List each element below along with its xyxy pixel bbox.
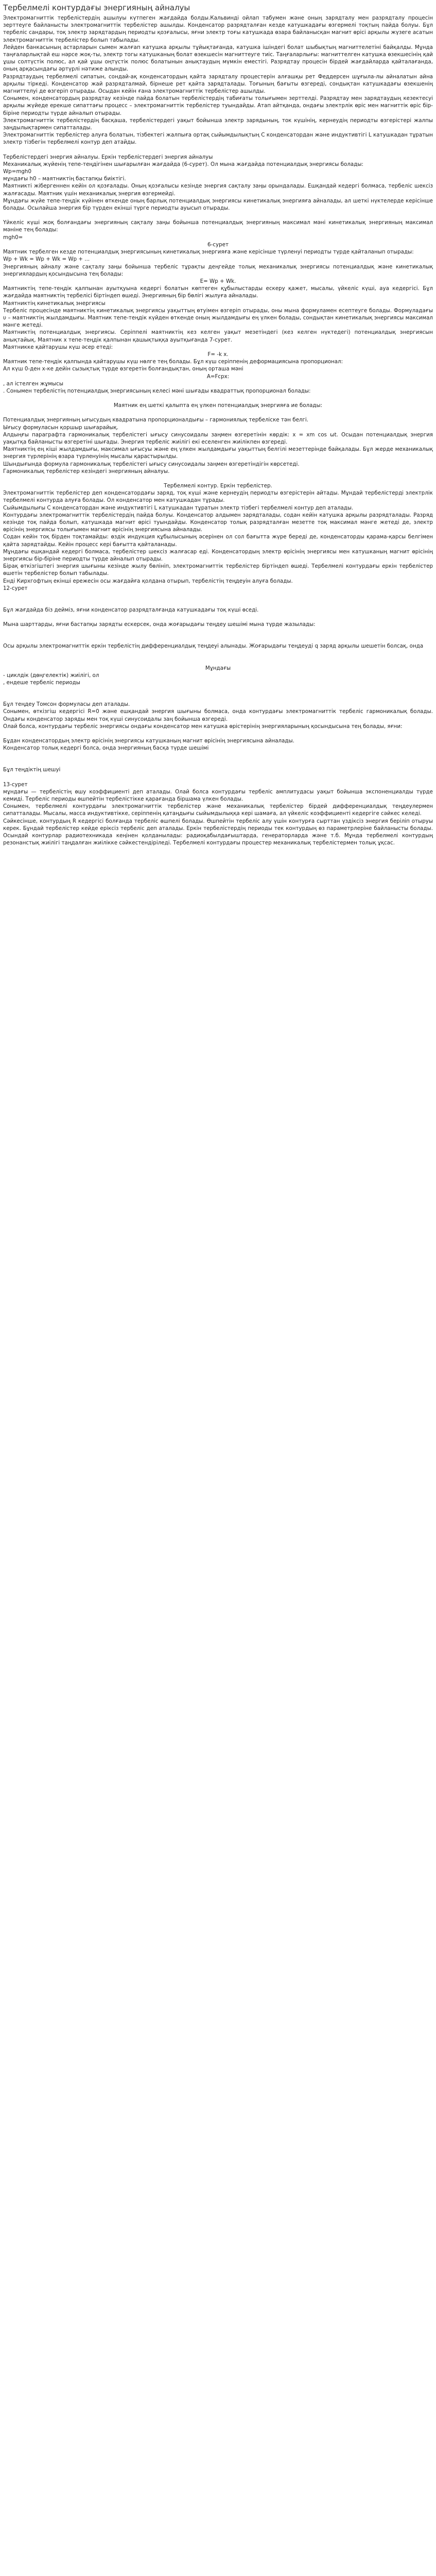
paragraph: 12-сурет (3, 585, 28, 591)
paragraph: Электромагниттік тербелістер алуға болатын, тізбектегі жалпыға ортақ сыйымдылықтың С конденсатордан және индуктивтігі L катушкадан тұратын электр тізбегін тербелмелі контур деп атайды. (3, 132, 433, 146)
paragraph: Бұл теңдіктің шешуі (3, 767, 61, 773)
paragraph: Мына шарттарды, яғни бастапқы зарядты ескерсек, онда жоғарыдағы теңдеу шешімі мына түрде жазылады: (3, 621, 316, 628)
paragraph: Осы арқылы электромагниттік еркін тербелістің дифференциалдық теңдеуі алынады. Жоғарыдағы теңдеуді q заряд арқылы шешетін болсақ, онда (3, 643, 424, 650)
paragraph: E= Wp + Wk. (200, 278, 236, 284)
document-body (3, 14, 433, 847)
paragraph: Wp + Wk = Wp + Wk = Wp + ... (3, 256, 90, 263)
paragraph: Сәйкесінше, контурдың R кедергісі болғанда тербеліс өшпелі болады. Өшпейтін тербеліс алу үшін контурға сырттан үздіксіз энергия беріліп отыруы керек. Бұндай тербелістер кейде еріксіз тербеліс деп аталады. Еркін тербелістердің периоды тек контурдың өз параметрлеріне байланысты болады. Осындай контурлар радиотехникада кеңінен қолданылады: радиоқабылдағыштарда, генераторларда және т.б. Мұнда тербелмелі контурдың резонанстық жиілігі таңдалған жиілікке сәйкестендіріледі. Тербелмелі контурдағы процестер механикалық тербелістермен толық ұқсас. (3, 818, 433, 846)
paragraph: Сонымен, тербелмелі контурдағы электромагниттік тербелістер және механикалық тербелістер бірдей дифференциалдық теңдеулермен сипатталады. Мысалы, масса индуктивтікке, серіппенің қатаңдығы сыйымдылыққа кері шамаға, ал үйкеліс коэффициенті кедергіге сәйкес келеді. (3, 803, 433, 817)
paragraph: Маятниктің тепе-теңдік қалпынан ауытқуына кедергі болатын көптеген құбылыстарды ескеру қажет, мысалы, үйкеліс күші, ауа кедергісі. Бұл жағдайда маятниктің тербелісі біртіндеп өшеді. Энергияның бір бөлігі жылуға айналады. (3, 285, 433, 299)
paragraph: Мұндағы жүйе тепе-теңдік күйінен өткенде оның барлық потенциалдық энергиясы кинетикалық энергияға айналады, ал шеткі нүктелерде керісінше болады. Осылайша энергия бір түрден екінші түрге периодты ауысып отырады. (3, 197, 433, 212)
paragraph: Разрядтаудың тербелмелі сипатын, сондай-ақ конденсатордың қайта зарядталу процестерін алғашқы рет Феддерсен шұғыла-лы айналатын айна арқылы тіркеді. Конденсатор жай разрядталмай, бірнеше рет қайта зарядталады. Тоғының бағыты өзгереді, сондықтан катушкадағы өзекшенің магниттелуі де өзгеріп отырады. Осыдан кейін ғана электромагниттік тербелістер ашылды. (3, 73, 433, 95)
paragraph: Мұндағы ешқандай кедергі болмаса, тербелістер шексіз жалғасар еді. Конденсатордың электр өрісінің энергиясы мен катушканың магнит өрісінің энергиясы бір-біріне периодты түрде айналып отырады. (3, 548, 433, 563)
paragraph: A=Fсрx: (206, 373, 230, 380)
paragraph: Маятник тербелген кезде потенциалдық энергиясының кинетикалық энергияға және керісінше түрленуі периодты түрде қайталанып отырады: (3, 249, 414, 256)
paragraph: Тербеліс процесінде маятниктің кинетикалық энергиясы уақыттың өтуімен өзгеріп отырады, оны мына формуламен есептеуге болады. Формуладағы υ – маятниктің жылдамдығы. Маятник тепе-теңдік күйден өткенде оның жылдамдығы ең үлкен болады, сондықтан кинетикалық энергиясы максимал мәнге жетеді. (3, 307, 433, 329)
paragraph: Конденсатор толық кедергі болса, онда энергияның басқа түрде шешімі (3, 745, 209, 752)
paragraph: Тербелістердегі энергия айналуы. Еркін тербелістердегі энергия айналуы (3, 154, 213, 160)
paragraph: - циклдік (дөңгелектік) жиілігі, ол (3, 672, 99, 679)
paragraph: Содан кейін тоқ бірден тоқтамайды: өздік индукция құбылысының әсерінен ол сол бағытта жүре береді де, конденсаторды қарама-қарсы белгімен қайта зарядтайды. Кейін процесс кері бағытта қайталанады. (3, 534, 433, 548)
paragraph: , ал істелген жұмысы (3, 380, 63, 387)
paragraph: Бірақ өткізгіштегі энергия шығыны кезінде жылу бөлініп, электромагниттік тербелістер біртіндеп өшеді. Тербелмелі контурдағы еркін тербелістер өшетін тербелістер болып табылады. (3, 563, 433, 577)
paragraph: 13-сурет (3, 781, 28, 788)
paragraph: Контурдағы электромагниттік тербелістердің пайда болуы. Конденсатор алдымен зарядталады, содан кейін катушка арқылы разрядталады. Разряд кезінде тоқ пайда болып, катушкада магнит өрісі туындайды. Конденсатор толық разрядталған мезетте тоқ максимал мәнге жетеді де, электр өрісінің энергиясы толығымен магнит өрісінің энергиясына айналады. (3, 512, 433, 533)
document (0, 0, 436, 847)
paragraph: Маятникке қайтарушы күш әсер етеді: (3, 344, 113, 350)
paragraph: Сыйымдылығы C конденсатордан және индуктивтігі L катушкадан тұратын электр тізбегі тербелмелі контур деп аталады. (3, 504, 354, 511)
paragraph: Электромагниттік тербелістер деп конденсатордағы заряд, тоқ күші және кернеудің периодты өзгерістерін айтады. Мұндай тербелістерді электрлік тербелмелі контурда алуға болады. Ол конденсатор мен катушкадан тұрады. (3, 490, 433, 504)
paragraph: Маятниктің кинетикалық энергиясы (3, 300, 106, 307)
paragraph: Үйкеліс күші жоқ болғандағы энергияның сақталу заңы бойынша потенциалдық энергияның максимал мәні кинетикалық энергияның максимал мәніне тең болады: (3, 219, 433, 233)
page-title: Тербелмелі контурдағы энергияның айналуы (3, 3, 190, 12)
paragraph: Ығысу формуласын қоршыр шығарайық. (3, 424, 119, 431)
paragraph: Бұдан конденсатордың электр өрісінің энергиясы катушканың магнит өрісінің энергиясына айналады. (3, 738, 294, 744)
paragraph: мұндағы — тербелістің өшу коэффициенті деп аталады. Олай болса контурдағы тербеліс амплитудасы уақыт бойынша экспоненциалды түрде кемиді. Тербеліс периоды өшпейтін тербелістікке қарағанда біршама үлкен болады. (3, 788, 433, 803)
paragraph: Ал күш 0-ден х-ке дейін сызықтық түрде өзгеретін болғандықтан, оның орташа мәні (3, 366, 243, 372)
paragraph: Гармоникалық тербелістер кезіндегі энергияның айналуы. (3, 468, 170, 474)
paragraph: Маятникті жібергеннен кейін ол қозғалады. Оның қозғалысы кезінде энергия сақталу заңы орындалады. Ешқандай кедергі болмаса, тербеліс шексіз жалғасады. Маятник үшін механикалық энергия өзгермейді. (3, 183, 433, 197)
paragraph: Бұл теңдеу Томсон формуласы деп аталады. (3, 701, 130, 708)
paragraph: Потенциалдық энергияның ығысудың квадратына пропорционалдығы – гармониялық тербеліске тән белгі. (3, 417, 309, 423)
paragraph: Маятник ең шеткі қалыпта ең үлкен потенциалдық энергияға ие болады: (113, 402, 323, 409)
paragraph: Маятник тепе-теңдік қалпында қайтарушы күш нөлге тең болады. Бұл күш серіппенің деформациясына пропорционал: (3, 359, 343, 365)
paragraph: , ендеше тербеліс периоды (3, 680, 80, 686)
paragraph: Лейден банкасының астарларын сымен жалғап катушка арқылы тұйықтағанда, катушка ішіндегі болат шыбықтың магниттелетіні байқалды. Мұнда таңғаларлықтай еш нәрсе жоқ-ты, электр тогы катушканың болат өзекшесін магниттеуге тиіс. Таңғаларлығы: магниттелген катушка өзекшесінің қай ұшы солтүстік полюс, ал қай ұшы оңтүстік полюс болатынын анықтаудың мүмкін еместігі. Разрядтау процесін бірдей жағдайларда қайталағанда, оның арқасындағы әртүрлі нәтиже алынды. (3, 44, 433, 73)
paragraph: Маятниктің потенциалдық энергиясы. Серіппелі маятниктің кез келген уақыт мезетіндегі (кез келген нүктедегі) потенциалдық энергиясын анықтайық. Маятник х тепе-теңдік қалпынан қашықтыққа ауытқығанда 7-сурет. (3, 329, 433, 343)
paragraph: Маятниктің ең кіші жылдамдығы, максимал ығысуы және ең үлкен жылдамдығы уақыттың белгілі мезеттерінде байқалады. Бұл жерде механикалық энергия түрлерінің өзара түрленуінің мысалы қарастырылды. (3, 446, 433, 460)
paragraph: Олай болса, контурдағы тербеліс энергиясы ондағы конденсатор мен катушка өрістерінің энергияларының қосындысына тең болады, яғни: (3, 723, 403, 730)
paragraph: Wр=mgh0 (3, 168, 31, 175)
paragraph: Электромагниттік тербелістердің басқаша, тербелістердегі уақыт бойынша электр зарядының, ток күшінің, кернеудің периодты өзгерістері жалпы заңдылықтармен сипатталады. (3, 117, 433, 131)
paragraph: Мұндағы (205, 665, 231, 671)
paragraph: Сонымен, конденсатордың разрядтау кезінде пайда болатын тербелістердің табиғаты толығымен зерттелді. Разрядтау мен зарядтаудың кезектесуі арқылы жүйеде ерекше сипаттағы процесс – электромагниттік тербелістер туындайды. Атап айтқанда, ондағы электрлік өріс мен магниттік өріс бір-біріне периодты түрде айналып отырады. (3, 95, 433, 116)
paragraph: Механикалық жүйенің тепе-теңдігінен шығарылған жағдайда (6-сурет). Ол мына жағдайда потенциалдық энергиясы болады: (3, 161, 363, 167)
paragraph: Алдыңғы параграфта гармоникалық тербелістегі ығысу синусоидалы заңмен өзгеретінін көрдік: x = xm cos ωt. Осыдан потенциалдық энергия уақытқа байланысты өзгеретіні шығады. Энергия тербеліс жиілігі екі еселенген жиілікпен өзгереді. (3, 431, 433, 445)
paragraph: Бұл жағдайда біз дейміз, яғни конденсатор разрядталғанда катушкадағы тоқ күші өседі. (3, 607, 259, 614)
paragraph: Сонымен, өткізгіш кедергісі R=0 және ешқандай энергия шығыны болмаса, онда контурдағы электромагниттік тербеліс гармоникалық болады. Ондағы конденсатор заряды мен тоқ күші синусоидалы заң бойынша өзгереді. (3, 708, 433, 722)
paragraph: Енді Кирхгофтың екінші ережесін осы жағдайға қолдана отырып, тербелістің теңдеуін алуға болады. (3, 578, 293, 584)
paragraph: мұндағы h0 – маятниктің бастапқы биіктігі. (3, 176, 126, 182)
paragraph: mgh0= (3, 234, 23, 241)
paragraph: . Сонымен тербелістің потенциалдық энергиясының келесі мәні шығады квадраттық пропорционал болады: (3, 387, 311, 394)
paragraph: Тербелмелі контур. Еркін тербелістер. (164, 482, 272, 489)
paragraph: Шындығында формула гармоникалық тербелістегі ығысу синусоидалы заңмен өзгеретіндігін көрсетеді. (3, 461, 300, 467)
paragraph: Электромагниттік тербелістердің ашылуы күтпеген жағдайда болды.Кальвинді ойлап табумен және оның зарядталу мен разрядталу процесін зерттеуге байланысты электромагниттік тербелістер ашылды. Конденсатор разрядталған кезде катушкадағы өзгермелі тоқтың пайда болуы. Бұл тербеліс сандары, тоқ электр зарядтардың периодты қозғалысы, яғни электр тоғы катушкада өзара байланысқан магнит өрісі арқылы жүзеге асатын электромагниттік тербелістер болып табылады. (3, 15, 433, 43)
paragraph: Энергияның айналу және сақталу заңы бойынша тербеліс тұрақты деңгейде толық механикалық энергиясы потенциалдық және кинетикалық энергиялардың қосындысына тең болады: (3, 263, 433, 277)
paragraph: 6-сурет (207, 241, 229, 248)
paragraph: F= -k x. (207, 351, 229, 358)
